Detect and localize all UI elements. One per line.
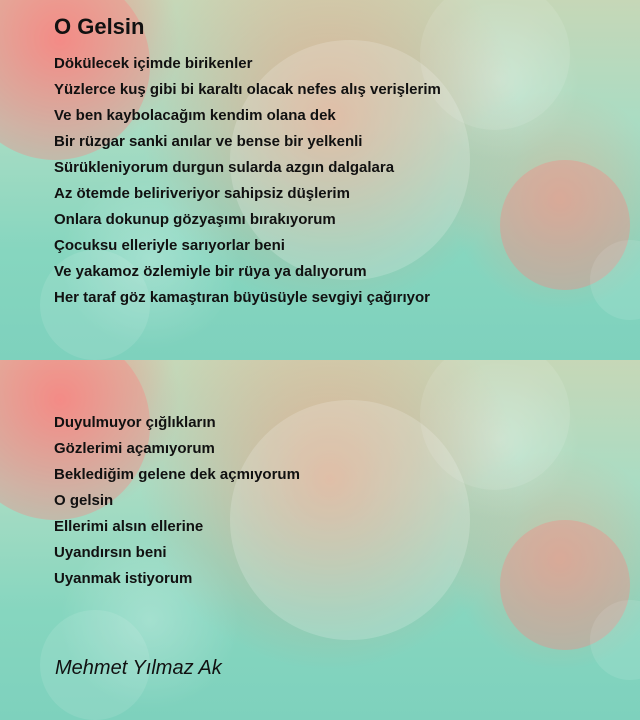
poem-panel-bottom (0, 360, 640, 720)
poem-line: Bir rüzgar sanki anılar ve bense bir yelkenli (54, 133, 363, 150)
poem-line: Beklediğim gelene dek açmıyorum (54, 466, 300, 483)
poem-line: Duyulmuyor çığlıkların (54, 414, 216, 431)
stanza-1 (54, 51, 441, 311)
stanza-2 (54, 410, 300, 592)
poem-line: Ve ben kaybolacağım kendim olana dek (54, 107, 336, 124)
poem-line: Her taraf göz kamaştıran büyüsüyle sevgiyi çağırıyor (54, 289, 430, 306)
poem-line: Ellerimi alsın ellerine (54, 518, 204, 535)
poem-line: Az ötemde beliriveriyor sahipsiz düşlerim (54, 185, 350, 202)
poem-line: Çocuksu elleriyle sarıyorlar beni (54, 237, 285, 254)
poem-line: Uyanmak istiyorum (54, 570, 193, 587)
poem-title: O Gelsin (54, 14, 145, 39)
poem-line: Sürükleniyorum durgun sularda azgın dalgalara (54, 159, 395, 176)
poem-line: O gelsin (54, 492, 114, 509)
poem-line: Uyandırsın beni (54, 544, 167, 561)
poem-author: Mehmet Yılmaz Ak (55, 657, 222, 679)
poem-line: Dökülecek içimde birikenler (54, 55, 253, 72)
poem-line: Yüzlerce kuş gibi bi karaltı olacak nefes alış verişlerim (54, 81, 441, 98)
poem-line: Gözlerimi açamıyorum (54, 440, 215, 457)
poem-line: Onlara dokunup gözyaşımı bırakıyorum (54, 211, 336, 228)
poem-line: Ve yakamoz özlemiyle bir rüya ya dalıyorum (54, 263, 367, 280)
